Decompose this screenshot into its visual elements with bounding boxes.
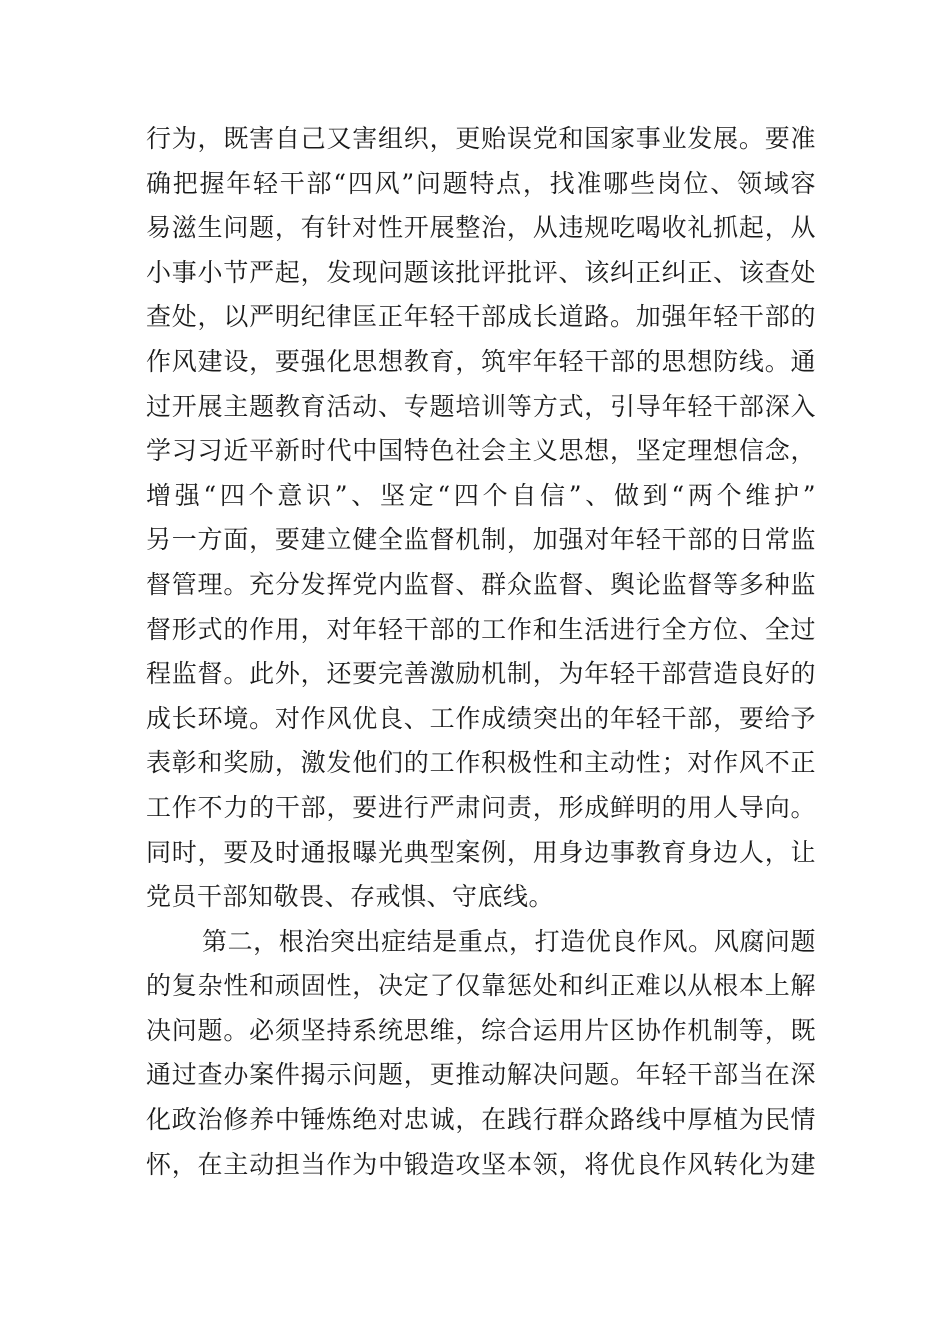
body-text [146, 117, 816, 1187]
text-line: 化政治修养中锤炼绝对忠诚，在践行群众路线中厚植为民情 [146, 1105, 816, 1135]
text-line: 的复杂性和顽固性，决定了仅靠惩处和纠正难以从根本上解 [146, 971, 816, 1001]
text-line: 程监督。此外，还要完善激励机制，为年轻干部营造良好的 [146, 659, 816, 689]
text-line: 督管理。充分发挥党内监督、群众监督、舆论监督等多种监 [146, 569, 816, 599]
text-line: 另一方面，要建立健全监督机制，加强对年轻干部的日常监 [146, 525, 816, 555]
text-line: 怀，在主动担当作为中锻造攻坚本领，将优良作风转化为建 [146, 1149, 816, 1179]
text-line: 成长环境。对作风优良、工作成绩突出的年轻干部，要给予 [146, 703, 816, 733]
text-line: 决问题。必须坚持系统思维，综合运用片区协作机制等，既 [146, 1015, 816, 1045]
text-line: 工作不力的干部，要进行严肃问责，形成鲜明的用人导向。 [146, 792, 816, 822]
text-line: 过开展主题教育活动、专题培训等方式，引导年轻干部深入 [146, 391, 816, 421]
text-line: 查处，以严明纪律匡正年轻干部成长道路。加强年轻干部的 [146, 302, 816, 332]
text-line: 易滋生问题，有针对性开展整治，从违规吃喝收礼抓起，从 [146, 213, 816, 243]
text-line: 学习习近平新时代中国特色社会主义思想，坚定理想信念， [146, 436, 816, 466]
text-line: 行为，既害自己又害组织，更贻误党和国家事业发展。要准 [146, 124, 816, 153]
text-line: 小事小节严起，发现问题该批评批评、该纠正纠正、该查处 [146, 257, 816, 287]
text-line: 同时，要及时通报曝光典型案例，用身边事教育身边人，让 [146, 837, 816, 867]
text-line: 督形式的作用，对年轻干部的工作和生活进行全方位、全过 [146, 614, 816, 644]
text-line: 确把握年轻干部“四风”问题特点，找准哪些岗位、领域容 [146, 168, 816, 198]
text-line: 增强“四个意识”、坚定“四个自信”、做到“两个维护” [146, 480, 816, 510]
text-line: 表彰和奖励，激发他们的工作积极性和主动性；对作风不正 [146, 748, 816, 778]
paragraph-end-line: 党员干部知敬畏、存戒惧、守底线。 [146, 882, 555, 912]
text-line: 通过查办案件揭示问题，更推动解决问题。年轻干部当在深 [146, 1060, 816, 1090]
paragraph-start-line: 第二，根治突出症结是重点，打造优良作风。风腐问题 [202, 926, 816, 956]
text-line: 作风建设，要强化思想教育，筑牢年轻干部的思想防线。通 [146, 346, 816, 376]
